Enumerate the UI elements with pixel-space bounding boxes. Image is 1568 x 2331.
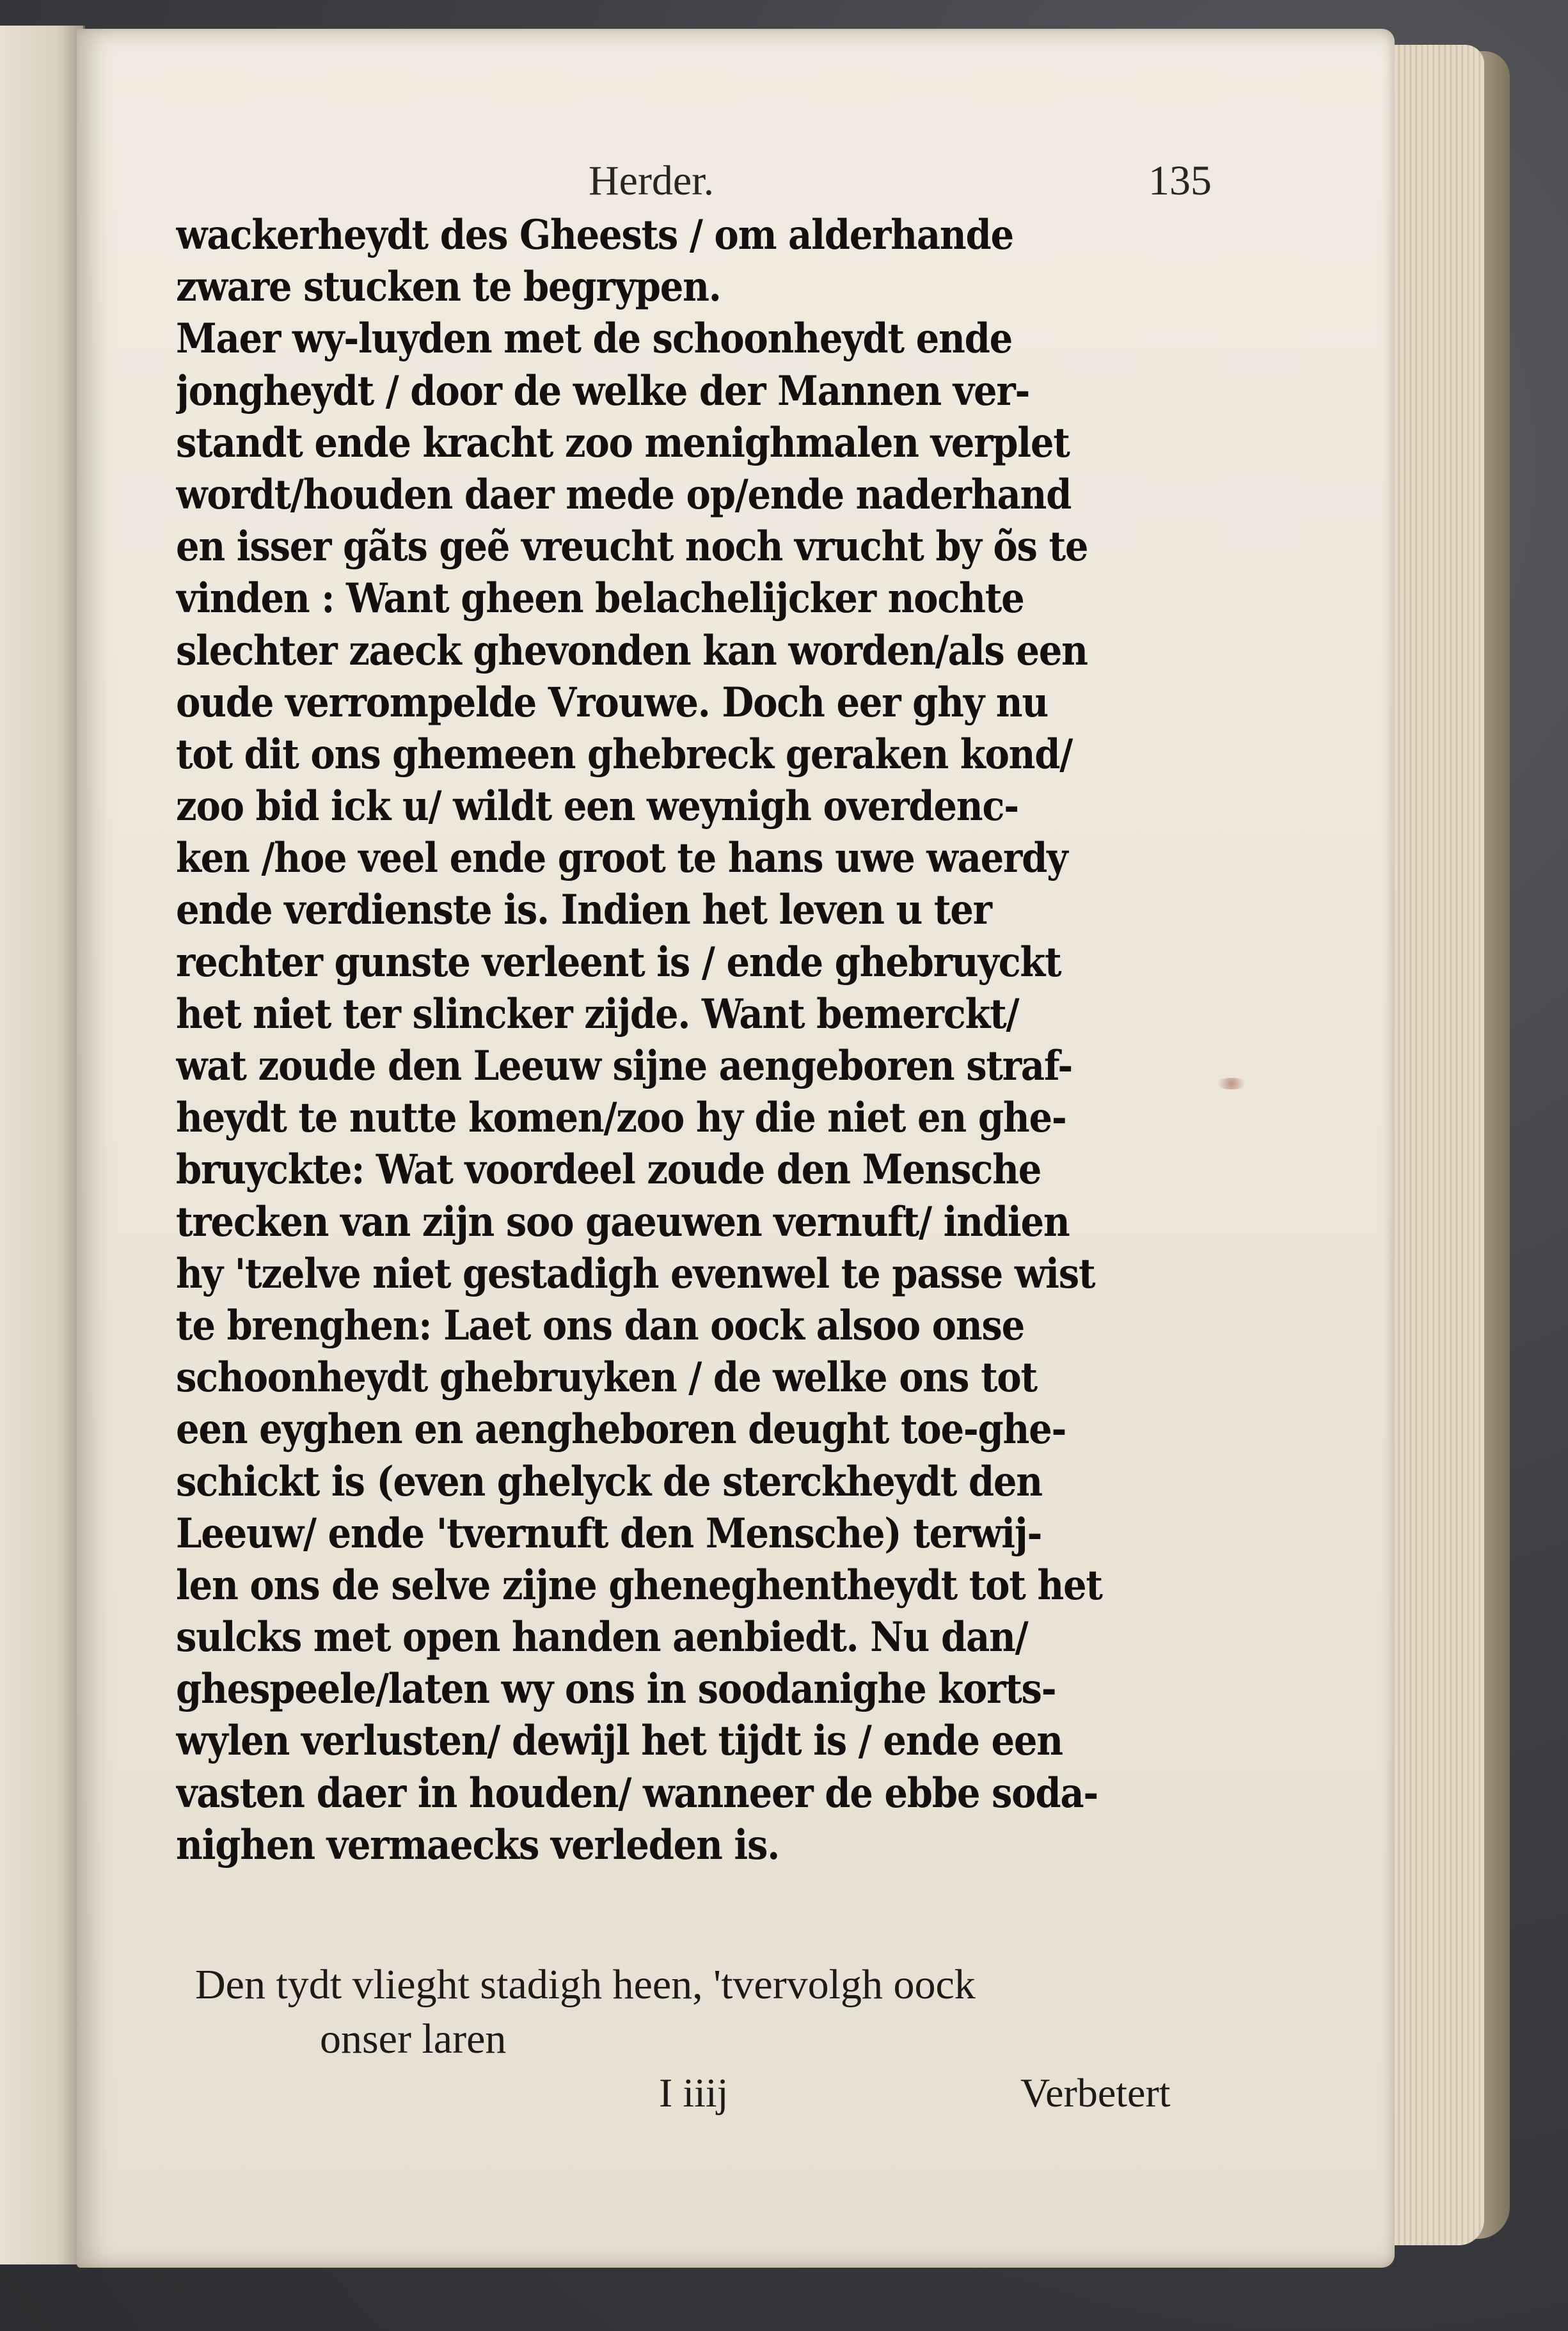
- text-line: een eyghen en aengheboren deught toe-ghe-: [176, 1405, 1066, 1454]
- ink-stain: [1216, 1078, 1247, 1089]
- text-line: wat zoude den Leeuw sijne aengeboren straf-: [176, 1042, 1072, 1090]
- page-footer: [77, 2069, 1395, 2127]
- text-line: wordt/houden daer mede op/ende naderhand: [176, 470, 1072, 519]
- text-line: trecken van zijn soo gaeuwen vernuft/ indien: [176, 1197, 1070, 1246]
- text-line: Maer wy-luyden met de schoonheydt ende: [176, 315, 1012, 363]
- text-line: hy 'tzelve niet gestadigh evenwel te passe wist: [176, 1249, 1095, 1298]
- text-line: slechter zaeck ghevonden kan worden/als een: [176, 626, 1088, 675]
- text-line: wackerheydt des Gheests / om alderhande: [176, 211, 1013, 259]
- text-line: te brenghen: Laet ons dan oock alsoo onse: [176, 1301, 1024, 1350]
- page-header: [77, 157, 1395, 208]
- book-page: [77, 29, 1395, 2268]
- text-line: sulcks met open handen aenbiedt. Nu dan/: [176, 1613, 1028, 1662]
- verse-line-1: Den tydt vlieght stadigh heen, 'tvervolgh oock: [195, 1961, 976, 2008]
- catchword: Verbetert: [1020, 2070, 1171, 2115]
- text-line: ende verdienste is. Indien het leven u ter: [176, 886, 992, 935]
- text-line: rechter gunste verleent is / ende ghebruyckt: [176, 938, 1061, 986]
- text-line: zware stucken te begrypen.: [176, 263, 721, 312]
- text-line: schoonheydt ghebruyken / de welke ons tot: [176, 1354, 1037, 1402]
- text-line: ken /hoe veel ende groot te hans uwe waerdy: [176, 834, 1068, 883]
- text-line: wylen verlusten/ dewijl het tijdt is / ende een: [176, 1717, 1063, 1766]
- body-text: [176, 209, 1257, 1871]
- running-title: Herder.: [589, 157, 715, 204]
- text-line: jongheydt / door de welke der Mannen ver-: [176, 367, 1030, 415]
- text-line: tot dit ons ghemeen ghebreck geraken kond/: [176, 730, 1073, 778]
- text-line: len ons de selve zijne gheneghentheydt tot het: [176, 1561, 1102, 1609]
- page-number: 135: [1148, 157, 1212, 204]
- text-line: vasten daer in houden/ wanneer de ebbe soda-: [176, 1769, 1098, 1817]
- text-line: standt ende kracht zoo menighmalen verplet: [176, 418, 1070, 467]
- signature-mark: I iiij: [659, 2070, 729, 2115]
- text-line: het niet ter slincker zijde. Want bemerckt/: [176, 990, 1019, 1038]
- text-line: ghespeele/laten wy ons in soodanighe korts-: [176, 1665, 1056, 1714]
- left-page-edge: [0, 26, 85, 2264]
- text-line: vinden : Want gheen belachelijcker nochte: [176, 574, 1024, 623]
- verse-line-2: onser laren: [320, 2016, 507, 2062]
- text-line: bruyckte: Wat voordeel zoude den Mensche: [176, 1146, 1041, 1194]
- text-line: schickt is (even ghelyck de sterckheydt den: [176, 1457, 1042, 1506]
- text-line: heydt te nutte komen/zoo hy die niet en ghe-: [176, 1094, 1066, 1142]
- text-line: en isser gãts geẽ vreucht noch vrucht by õs te: [176, 523, 1088, 571]
- text-line: zoo bid ick u/ wildt een weynigh overdenc-: [176, 782, 1018, 831]
- text-line: Leeuw/ ende 'tvernuft den Mensche) terwij-: [176, 1509, 1042, 1558]
- text-line: nighen vermaecks verleden is.: [176, 1821, 780, 1869]
- text-line: oude verrompelde Vrouwe. Doch eer ghy nu: [176, 678, 1049, 727]
